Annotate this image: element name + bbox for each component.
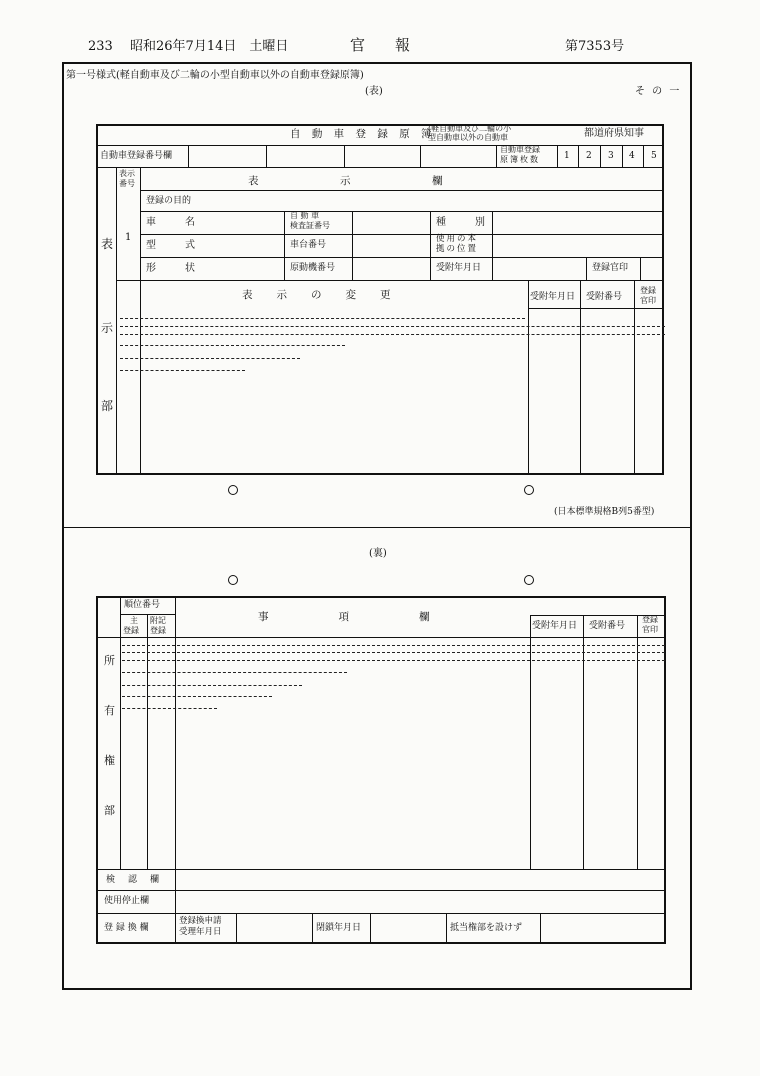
add-reg-label-1: 附記 <box>150 616 166 625</box>
back-col-received-number: 受附番号 <box>589 621 626 631</box>
issuer: 都道府県知事 <box>584 128 644 139</box>
purpose-label: 登録の目的 <box>146 196 192 206</box>
sheet-count-2: 2 <box>586 151 592 161</box>
back-col-seal-2: 官印 <box>642 625 658 634</box>
display-number-label-1: 表示 <box>119 169 135 178</box>
ownership-section-1: 所 <box>104 654 115 667</box>
front-col-received-number: 受附番号 <box>586 292 623 302</box>
punch-hole-icon <box>524 575 534 585</box>
issue-number: 第7353号 <box>565 39 625 54</box>
gazette-title: 官 報 <box>350 36 411 54</box>
base-location-label-2: 拠の位置 <box>436 244 479 254</box>
back-col-seal-1: 登録 <box>642 615 658 624</box>
section-display-1: 表 <box>101 237 115 251</box>
sheet-count-3: 3 <box>608 151 614 161</box>
model-label: 型 式 <box>146 240 198 251</box>
front-col-seal-1: 登録 <box>640 286 656 295</box>
base-location-label-1: 使用の本 <box>436 234 479 244</box>
sheet-count-4: 4 <box>629 151 635 161</box>
closing-date-label: 閉鎖年月日 <box>316 923 362 933</box>
transfer-date-label-1: 登録換申請 <box>179 916 222 926</box>
register-title-note-2: 型自動車以外の自動車 <box>428 133 508 142</box>
engine-number-label: 原動機番号 <box>290 263 336 273</box>
display-row-number: 1 <box>125 232 132 243</box>
register-title-note-1: (軽自動車及び二輪の小 <box>428 124 512 133</box>
sheet-label: そ の 一 <box>635 86 682 97</box>
sheet-count-label-1: 自動車登録 <box>500 145 540 154</box>
ownership-section-2: 有 <box>104 704 115 717</box>
inspection-label-1: 自 動 車 <box>290 211 320 220</box>
front-col-seal-2: 官印 <box>640 296 656 305</box>
suspend-label: 使用停止欄 <box>104 896 150 906</box>
sheet-count-label-2: 原簿枚数 <box>500 155 540 164</box>
ownership-section-3: 権 <box>104 754 115 767</box>
chassis-number-label: 車台番号 <box>290 240 327 250</box>
back-label: (裏) <box>369 548 387 559</box>
front-label: (表) <box>365 86 383 97</box>
display-change-title: 表 示 の 変 更 <box>242 289 392 301</box>
add-reg-label-2: 登録 <box>150 626 166 635</box>
main-reg-label-2: 登録 <box>123 626 139 635</box>
back-col-received-date: 受附年月日 <box>532 621 578 631</box>
section-display-2: 示 <box>101 321 115 335</box>
transfer-label: 登 録 換 欄 <box>104 923 149 933</box>
page-number: 233 <box>88 39 113 54</box>
received-date-label: 受附年月日 <box>436 263 482 273</box>
front-col-received-date: 受附年月日 <box>530 292 576 302</box>
main-reg-label-1: 主 <box>130 616 138 625</box>
paper-size-note: (日本標準規格B列5番型) <box>554 507 655 517</box>
confirm-label: 検 認 欄 <box>106 875 162 885</box>
registration-number-label: 自動車登録番号欄 <box>100 151 173 161</box>
punch-hole-icon <box>228 485 238 495</box>
form-border-bottom <box>62 988 692 990</box>
publication-date: 昭和26年7月14日 土曜日 <box>130 39 289 54</box>
ownership-section-4: 部 <box>104 804 115 817</box>
inspection-label-2: 検査証番号 <box>290 221 330 230</box>
display-column-title: 表 示 欄 <box>248 175 444 187</box>
matters-column-title: 事 項 欄 <box>258 611 431 623</box>
sheet-count-1: 1 <box>564 151 570 161</box>
sheet-count-5: 5 <box>651 151 657 161</box>
back-register-table <box>96 596 666 944</box>
car-name-label: 車 名 <box>146 217 198 228</box>
section-display-3: 部 <box>101 399 115 413</box>
form-caption: 第一号様式(軽自動車及び二輪の小型自動車以外の自動車登録原簿) <box>66 70 364 81</box>
display-number-label-2: 番号 <box>119 179 135 188</box>
register-title: 自 動 車 登 録 原 簿 <box>290 128 436 140</box>
transfer-date-label-2: 受理年月日 <box>179 927 222 937</box>
mortgage-note: 抵当権部を設けず <box>450 923 523 933</box>
seal-label: 登録官印 <box>592 263 629 273</box>
punch-hole-icon <box>228 575 238 585</box>
punch-hole-icon <box>524 485 534 495</box>
header-rule <box>62 62 692 64</box>
type-label: 種 別 <box>436 217 488 228</box>
front-back-divider <box>62 527 690 528</box>
rank-number-label: 順位番号 <box>124 600 161 610</box>
form-border-right <box>690 64 692 989</box>
body-shape-label: 形 状 <box>146 263 198 274</box>
